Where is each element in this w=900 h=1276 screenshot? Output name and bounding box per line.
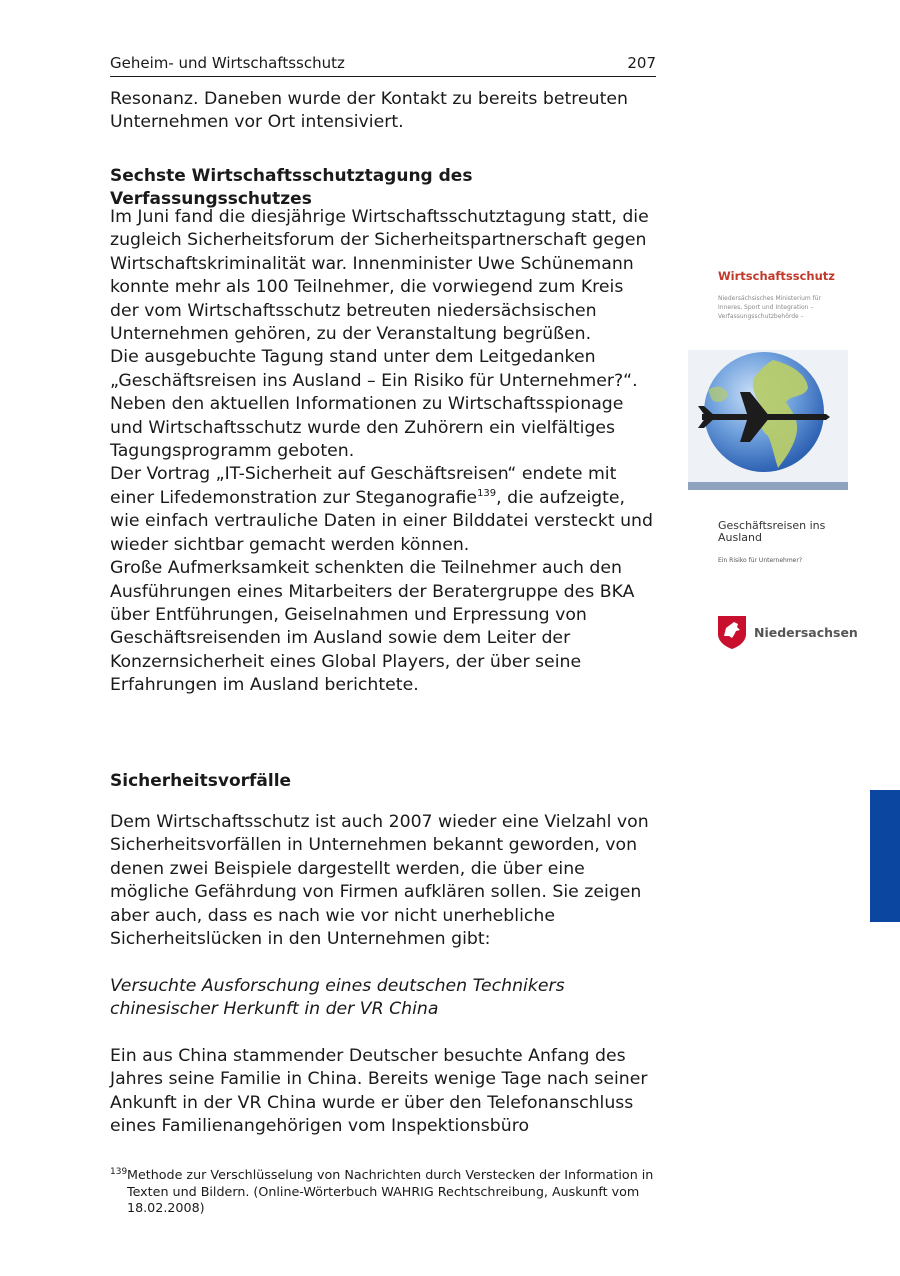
paragraph-6-text: Ein aus China stammender Deutscher besuchte Anfang des Jahres seine Familie in China. Bereits wenige Tage nach seiner Ankunft in der VR China wurde er über den Telefonanschluss eines Familienangehörigen vom Inspektionsbüro [110,1046,648,1137]
brochure-heading: Geschäftsreisen ins Ausland [718,519,826,544]
intro-paragraph [110,88,656,135]
paragraph-3-part-a: Der Vortrag „IT-Sicherheit auf Geschäftsreisen“ endete mit einer Lifedemonstration zur Steganografie [110,464,617,508]
brochure-cover [688,252,858,672]
globe-airplane-image [688,350,848,490]
tagung-section-body [110,206,656,698]
paragraph-2: Die ausgebuchte Tagung stand unter dem Leitgedanken „Geschäftsreisen ins Ausland – Ein Risiko für Unternehmer?“. Neben den aktuellen Informationen zu Wirtschaftsspionage und Wirtschaftsschutz wurde den Zuhörern ein vielfältiges Tagungsprogramm geboten. [110,347,638,462]
page-number: 207 [627,54,656,72]
brochure-logo-text: Niedersachsen [754,625,858,640]
brochure-title: Wirtschaftsschutz [718,269,835,283]
paragraph-6 [110,1045,656,1139]
paragraph-3 [110,463,656,557]
running-header [110,52,656,77]
footnote-number: 139 [110,1167,128,1177]
brochure-subtitle: Niedersächsisches Ministerium für Inneres, Sport und Integration – Verfassungsschutzbehörde – [718,295,822,320]
paragraph-1: Im Juni fand die diesjährige Wirtschaftsschutztagung statt, die zugleich Sicherheitsforum der Sicherheitspartnerschaft gegen Wirtschaftskriminalität war. Innenminister Uwe Schünemann konnte mehr als 100 Teilnehmer, die vorwiegend zum Kreis der vom Wirtschaftsschutz betreuten niedersächsischen Unternehmen gehören, zu der Veranstaltung begrüßen. [110,207,649,345]
heading-tagung: Sechste Wirtschaftsschutztagung des Verfassungsschutzes [110,166,473,210]
footnote-reference: 139 [477,488,497,500]
paragraph-3-part-b: , die aufzeigte, wie einfach vertrauliche Daten in einer Bilddatei versteckt und wieder sichtbar gemacht werden können. [110,487,653,555]
paragraph-5-text: Dem Wirtschaftsschutz ist auch 2007 wieder eine Vielzahl von Sicherheitsvorfällen in Unternehmen bekannt geworden, von denen zwei Beispiele dargestellt werden, die über eine mögliche Gefährdung von Firmen aufklären sollen. Sie zeigen aber auch, dass es nach wie vor nicht unerhebliche Sicherheitslücken in den Unternehmen gibt: [110,812,649,950]
chapter-side-tab [870,790,900,922]
intro-text: Resonanz. Daneben wurde der Kontakt zu bereits betreuten Unternehmen vor Ort intensiviert. [110,89,628,133]
header-section-title: Geheim- und Wirtschaftsschutz [110,54,345,72]
paragraph-5 [110,811,656,951]
brochure-tagline: Ein Risiko für Unternehmer? [718,557,803,564]
paragraph-4: Große Aufmerksamkeit schenkten die Teilnehmer auch den Ausführungen eines Mitarbeiters der Beratergruppe des BKA über Entführungen, Geiselnahmen und Erpressung von Geschäftsreisenden im Ausland sowie dem Leiter der Konzernsicherheit eines Global Players, der über seine Erfahrungen im Ausland berichtete. [110,558,635,696]
coat-of-arms-icon [716,614,748,650]
footnote [110,1167,660,1217]
heading-vorfaelle: Sicherheitsvorfälle [110,771,292,791]
italic-subheading: Versuchte Ausforschung eines deutschen Technikers chinesischer Herkunft in der VR China [110,976,565,1020]
footnote-text: Methode zur Verschlüsselung von Nachrichten durch Verstecken der Information in Texten und Bildern. (Online-Wörterbuch WAHRIG Rechtschreibung, Auskunft vom 18.02.2008) [127,1167,654,1215]
